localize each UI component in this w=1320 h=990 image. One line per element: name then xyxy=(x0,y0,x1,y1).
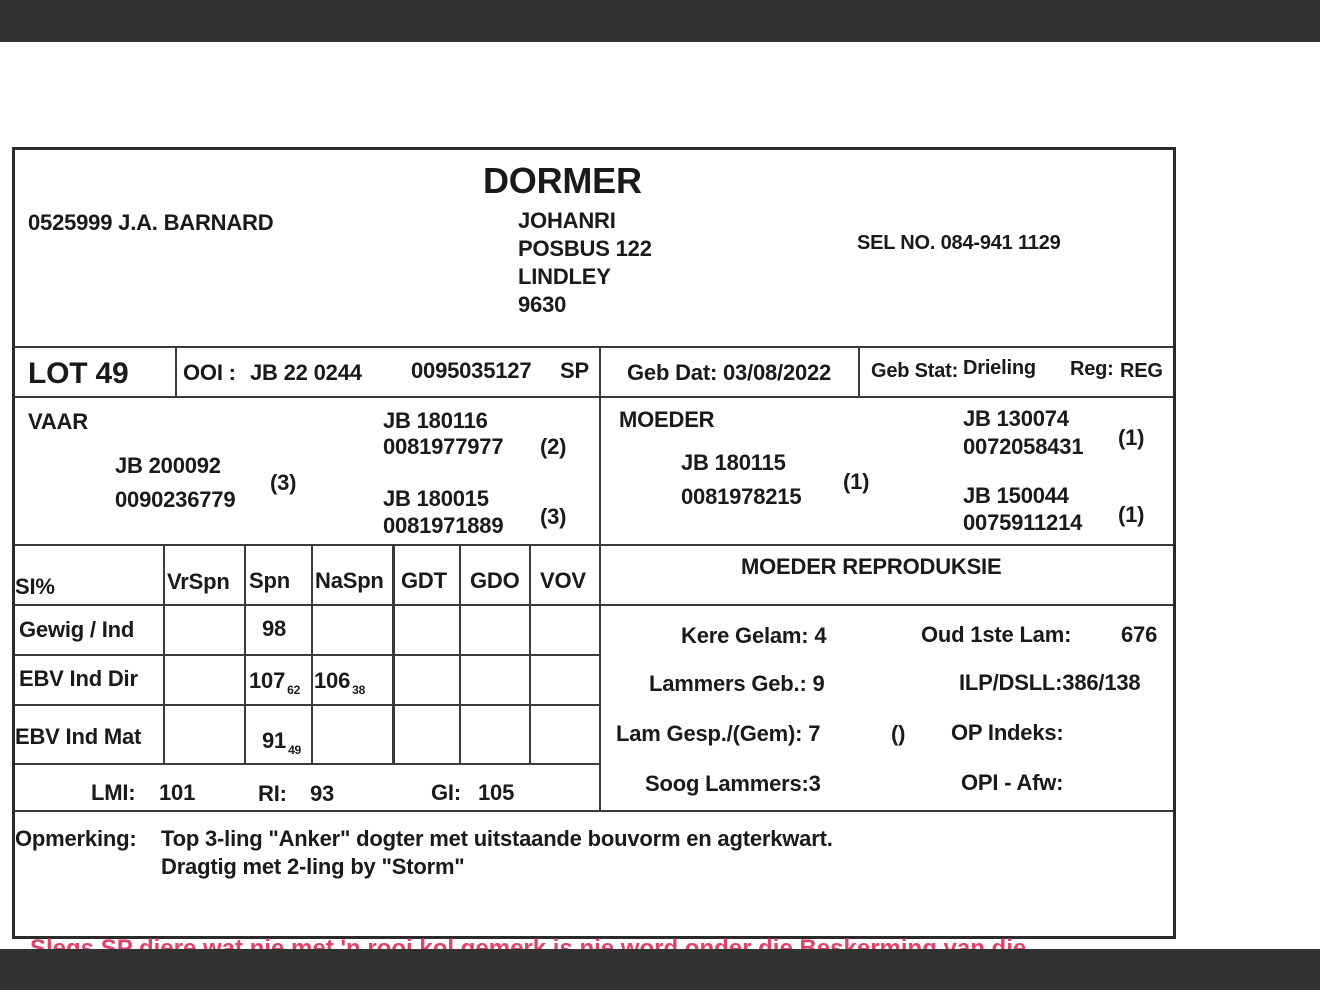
moeder-label: MOEDER xyxy=(619,407,715,432)
vaar-dam-grade: (3) xyxy=(540,504,567,529)
divider xyxy=(15,654,601,656)
opmerking-line2: Dragtig met 2-ling by "Storm" xyxy=(161,854,465,879)
naspn-value: 106 $_{38}$ xyxy=(314,668,366,697)
address-town: LINDLEY xyxy=(518,264,611,289)
kere-gelam: Kere Gelam: 4 xyxy=(681,623,827,648)
lot-card xyxy=(12,147,1176,939)
vaar-sire-grade: (2) xyxy=(540,434,567,459)
moeder-num: 0081978215 xyxy=(681,484,802,509)
geb-dat: Geb Dat: 03/08/2022 xyxy=(627,360,832,385)
divider xyxy=(15,396,1173,398)
ooi-id: JB 22 0244 xyxy=(250,360,362,385)
ri-value: 93 xyxy=(310,781,335,806)
divider xyxy=(15,604,601,606)
gdt-header: GDT xyxy=(401,568,447,593)
divider xyxy=(15,544,1173,546)
lot-number: LOT 49 xyxy=(28,357,129,390)
divider xyxy=(858,346,860,398)
naspn-header: NaSpn xyxy=(315,568,384,593)
opi-afw: OPI - Afw: xyxy=(961,770,1064,795)
viewer-top-bar xyxy=(0,0,1320,42)
divider xyxy=(163,544,165,765)
divider xyxy=(599,346,601,810)
address-code: 9630 xyxy=(518,292,567,317)
moeder-dam-num: 0075911214 xyxy=(963,510,1083,535)
opmerking-line1: Top 3-ling "Anker" dogter met uitstaande bouvorm en agterkwart. xyxy=(161,826,833,851)
vov-header: VOV xyxy=(540,568,586,593)
sel-no: SEL NO. 084-941 1129 xyxy=(857,232,1061,254)
gi-value: 105 xyxy=(478,780,515,805)
lam-gesp: Lam Gesp./(Gem): 7 xyxy=(616,721,821,746)
breed-title: DORMER xyxy=(483,160,642,201)
vaar-id: JB 200092 xyxy=(115,453,221,478)
si-header: SI% xyxy=(15,574,55,599)
footer-note xyxy=(30,936,1026,949)
divider xyxy=(311,544,313,765)
moeder-id: JB 180115 xyxy=(681,450,786,475)
geb-stat-value: Drieling xyxy=(963,357,1036,379)
spn-value: 98 xyxy=(262,616,287,641)
row-label: EBV Ind Mat xyxy=(15,724,142,749)
op-indeks: OP Indeks: xyxy=(951,720,1064,745)
divider xyxy=(15,346,1173,348)
ooi-code: SP xyxy=(560,358,589,383)
oud-label: Oud 1ste Lam: xyxy=(921,622,1072,647)
opmerking-label: Opmerking: xyxy=(15,826,137,851)
divider xyxy=(529,544,531,765)
vaar-sire-num: 0081977977 xyxy=(383,434,504,459)
spn-value: 91 $_{49}$ xyxy=(262,728,302,757)
owner: 0525999 J.A. BARNARD xyxy=(28,210,274,235)
ooi-label: OOI : xyxy=(183,360,236,385)
reg-label: Reg: xyxy=(1070,358,1114,380)
divider xyxy=(601,604,1173,606)
viewer-bottom-bar xyxy=(0,949,1320,990)
moeder-sire-grade: (1) xyxy=(1118,425,1145,450)
ooi-num: 0095035127 xyxy=(411,358,532,383)
moeder-grade: (1) xyxy=(843,469,870,494)
geb-stat-label: Geb Stat: xyxy=(871,360,959,382)
row-label: Gewig / Ind xyxy=(19,617,135,642)
moeder-sire-id: JB 130074 xyxy=(963,406,1069,431)
vrspn-header: VrSpn xyxy=(167,569,230,594)
divider xyxy=(15,810,1173,812)
reg-value: REG xyxy=(1120,360,1163,382)
vaar-grade: (3) xyxy=(270,470,297,495)
divider xyxy=(175,346,177,398)
gdo-header: GDO xyxy=(470,568,520,593)
address-box: POSBUS 122 xyxy=(518,236,652,261)
divider xyxy=(244,544,246,765)
gi-label: GI: xyxy=(431,780,461,805)
lammers-geb: Lammers Geb.: 9 xyxy=(649,671,825,696)
ri-label: RI: xyxy=(258,781,287,806)
divider xyxy=(459,544,461,765)
spn-value: 107 $_{62}$ xyxy=(249,668,301,697)
lmi-label: LMI: xyxy=(91,780,136,805)
divider xyxy=(15,704,601,706)
vaar-dam-num: 0081971889 xyxy=(383,513,504,538)
vaar-num: 0090236779 xyxy=(115,487,236,512)
vaar-label: VAAR xyxy=(28,409,88,434)
vaar-dam-id: JB 180015 xyxy=(383,486,489,511)
vaar-sire-id: JB 180116 xyxy=(383,408,488,433)
moeder-reproduksie-title: MOEDER REPRODUKSIE xyxy=(741,554,1002,579)
moeder-dam-grade: (1) xyxy=(1118,502,1145,527)
lmi-value: 101 xyxy=(159,780,196,805)
oud-value: 676 xyxy=(1121,622,1158,647)
moeder-dam-id: JB 150044 xyxy=(963,483,1069,508)
spn-header: Spn xyxy=(249,568,290,593)
soog-lammers: Soog Lammers:3 xyxy=(645,771,821,796)
divider xyxy=(15,763,601,765)
lam-gesp-extra: () xyxy=(891,721,906,746)
moeder-sire-num: 0072058431 xyxy=(963,434,1084,459)
address-name: JOHANRI xyxy=(518,208,616,233)
divider xyxy=(392,544,395,765)
ilp-dsll: ILP/DSLL:386/138 xyxy=(959,670,1141,695)
row-label: EBV Ind Dir xyxy=(19,666,138,691)
